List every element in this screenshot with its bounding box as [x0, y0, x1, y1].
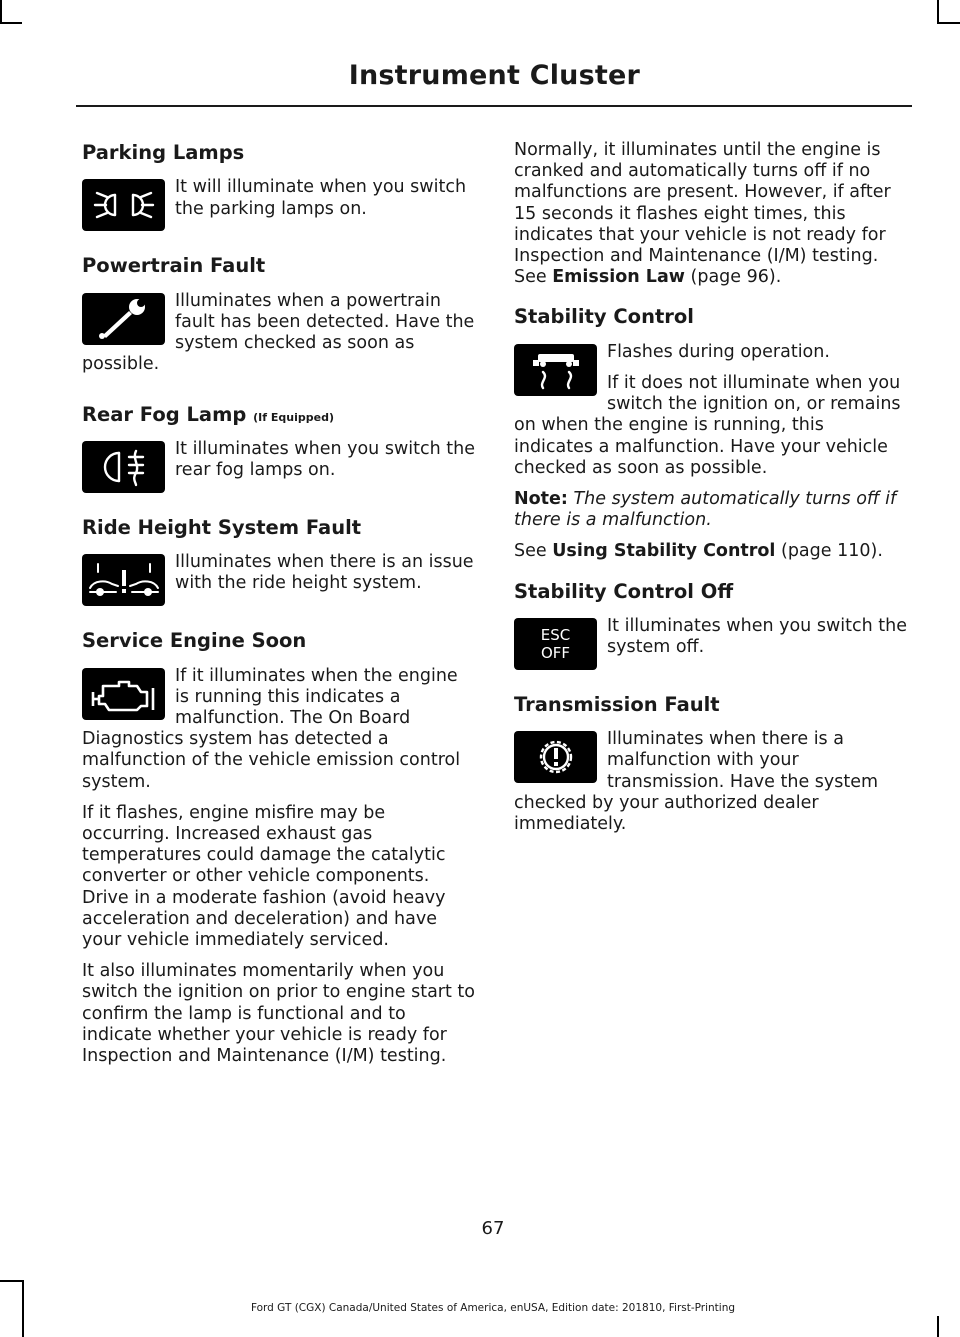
section-body: Illuminates when there is a malfunction with your transmission. Have the system checked by your authorized dealer immediately. — [514, 729, 879, 835]
note-text: The system automatically turns off if there is a malfunction. — [514, 488, 897, 531]
section-body: Illuminates when there is an issue with the ride height system. — [175, 552, 474, 594]
crop-mark — [0, 22, 22, 24]
page-title: Instrument Cluster — [348, 60, 640, 91]
footer-text: Ford GT (CGX) Canada/United States of America, enUSA, Edition date: 201810, First-Printing — [250, 1302, 736, 1314]
stability-control-icon — [514, 344, 597, 396]
parking-lamps-icon — [82, 179, 165, 231]
heading-text: Rear Fog Lamp — [82, 402, 247, 426]
esc-off-icon — [514, 618, 597, 670]
note-label: Note: — [514, 488, 568, 509]
section-heading: Ride Height System Fault — [82, 515, 362, 539]
section-rear-fog-lamp — [82, 402, 476, 499]
emission-law-link[interactable]: Emission Law — [552, 267, 685, 288]
rear-fog-lamp-icon — [82, 441, 165, 493]
section-heading: Stability Control Off — [514, 579, 734, 603]
page-number: 67 — [481, 1218, 505, 1239]
body-text: (page 96). — [684, 267, 782, 288]
right-column — [514, 140, 908, 861]
section-body: If it does not illuminate when you switch the ignition on, or remains on when the engine is running, this indicates a malfunction. Have your vehicle checked as soon as possible. — [514, 372, 901, 478]
off-label: OFF — [540, 643, 571, 662]
transmission-fault-icon — [514, 731, 597, 783]
section-engine-continued — [514, 140, 908, 288]
section-body: It will illuminate when you switch the parking lamps on. — [175, 177, 467, 219]
cross-reference — [514, 541, 908, 562]
section-heading: Stability Control — [514, 305, 694, 329]
section-body: It illuminates when you switch the system off. — [607, 615, 907, 658]
ride-height-fault-icon — [82, 554, 165, 606]
left-column — [82, 140, 476, 1083]
section-body: It illuminates when you switch the rear fog lamps on. — [175, 438, 475, 481]
section-body: It also illuminates momentarily when you switch the ignition on prior to engine start to confirm the lamp is functional and to indicate whether your vehicle is ready for Inspection and Maintenance (I/M) testing. — [82, 961, 475, 1066]
section-body: Flashes during operation. — [607, 341, 830, 362]
heading-suffix: (If Equipped) — [253, 410, 334, 424]
header-rule — [76, 105, 912, 107]
crop-mark — [0, 1280, 22, 1282]
section-heading: Service Engine Soon — [82, 629, 307, 653]
using-stability-control-link[interactable]: Using Stability Control — [552, 541, 776, 562]
section-parking-lamps — [82, 140, 476, 237]
note — [514, 489, 908, 531]
wrench-icon — [82, 293, 165, 345]
section-body — [514, 140, 908, 288]
section-body: If it flashes, engine misfire may be occurring. Increased exhaust gas temperatures could damage the catalytic converter or other vehicle components. Drive in a moderate fashion (avoid heavy acceleration and deceleration) and have your vehicle immediately serviced. — [82, 802, 446, 950]
section-ride-height — [82, 515, 476, 612]
section-powertrain-fault — [82, 253, 476, 385]
section-transmission-fault — [514, 692, 908, 845]
section-body: If it illuminates when the engine is running this indicates a malfunction. The On Board Diagnostics system has detected a malfunction of the vehicle emission control system. — [82, 665, 461, 792]
section-stability-control — [514, 304, 908, 562]
section-body: Illuminates when a powertrain fault has been detected. Have the system checked as soon as possible. — [82, 290, 475, 375]
body-text: Normally, it illuminates until the engine is cranked and automatically turns off if no malfunctions are present. However, if after 15 seconds it flashes eight times, this indicates that your vehicle is not ready for Inspection and Maintenance (I/M) testing. See — [514, 140, 891, 288]
section-heading: Transmission Fault — [514, 692, 720, 716]
body-text: See — [514, 541, 553, 562]
crop-mark — [0, 0, 2, 22]
crop-mark — [937, 1316, 939, 1337]
crop-mark — [937, 0, 939, 22]
section-stability-control-off — [514, 579, 908, 676]
section-service-engine-soon — [82, 628, 476, 1067]
body-text: (page 110). — [775, 541, 883, 562]
crop-mark — [937, 22, 960, 24]
section-heading: Powertrain Fault — [82, 254, 266, 278]
section-heading — [82, 402, 476, 427]
esc-label: ESC — [540, 625, 571, 644]
section-heading: Parking Lamps — [82, 141, 245, 164]
check-engine-icon — [82, 668, 165, 720]
